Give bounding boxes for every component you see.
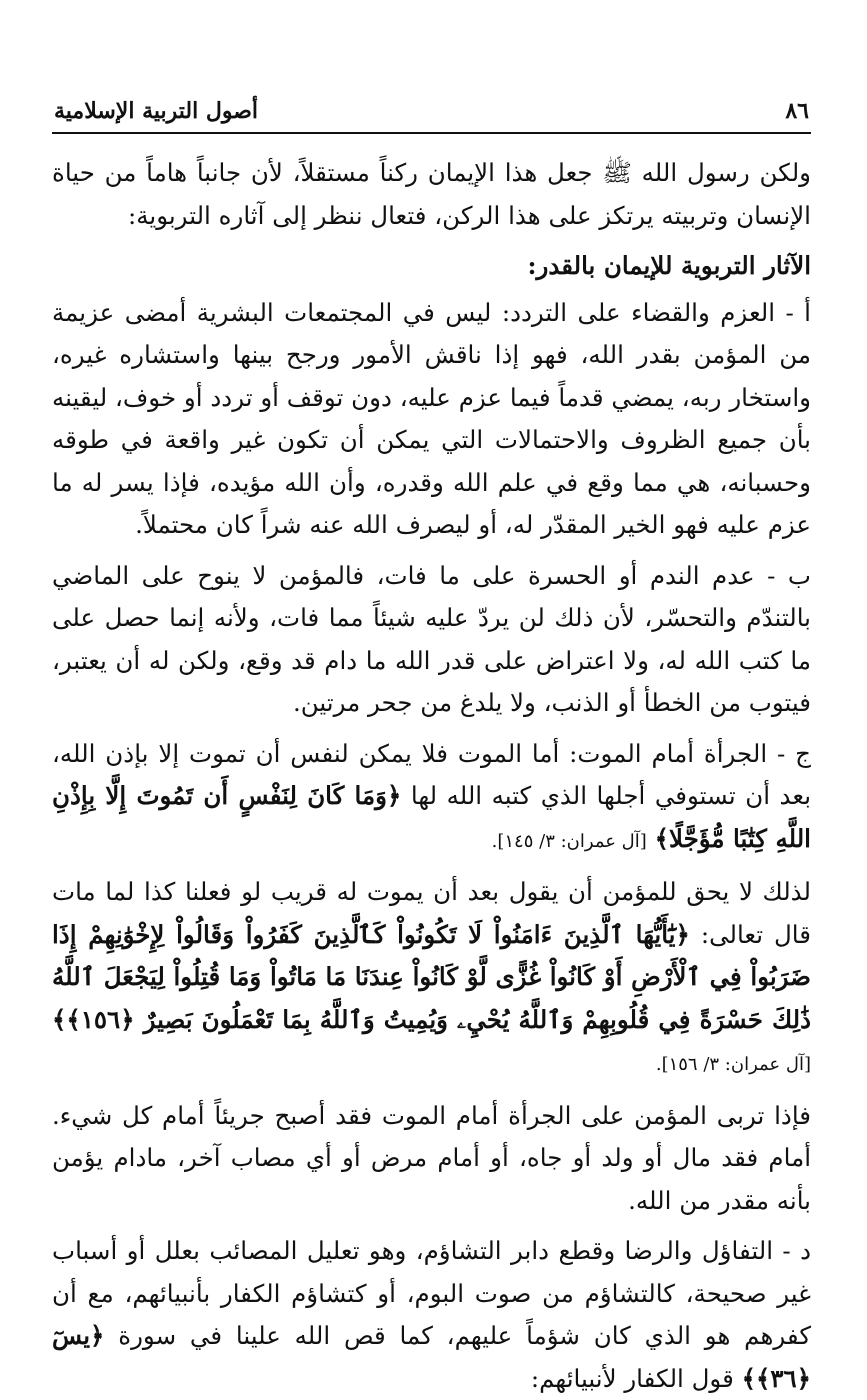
page-header (52, 88, 811, 134)
paragraph-c (52, 733, 811, 864)
paragraph-b: ب - عدم الندم أو الحسرة على ما فات، فالمؤمن لا ينوح على الماضي بالتندّم والتحسّر، لأن ذلك لن يردّ عليه شيئاً مما فات، ولأنه إنما حصل على ما كتب الله له، ولا اعتراض على قدر الله ما دام قد وقع، ولكن له أن يعتبر، فيتوب من الخطأ أو الذنب، ولا يلدغ من جحر مرتين. (52, 560, 811, 717)
paragraph-d-text: لذلك لا يحق للمؤمن أن يقول بعد أن يموت له قريب لو فعلنا كذا لما مات قال تعالى: (52, 877, 811, 949)
page-number: ٨٦ (785, 98, 809, 124)
verse-reference: [آل عمران: ٣/ ١٤٥]. (491, 830, 647, 852)
paragraph-d (52, 871, 811, 1087)
paragraph-f-text: د - التفاؤل والرضا وقطع دابر التشاؤم، وهو تعليل المصائب بعلل أو أسباب غير صحيحة، كالتشاؤم من صوت البوم، أو كتشاؤم الكفار بأنبيائهم، مع أن كفرهم هو الذي كان شؤماً عليهم، كما قص الله علينا في سورة (52, 1236, 811, 1350)
section-heading: الآثار التربوية للإيمان بالقدر: (527, 251, 811, 280)
paragraph-a: أ - العزم والقضاء على التردد: ليس في المجتمعات البشرية أمضى عزيمة من المؤمن بقدر الله، فهو إذا ناقش الأمور ورجح بينها واستشاره غيره، واستخار ربه، يمضي قدماً فيما عزم عليه، دون توقف أو تردد أو خوف، ليقينه بأن جميع الظروف والاحتمالات التي يمكن أن تكون غير واقعة في طوقه وحسبانه، هي مما وقع في علم الله وقدره، وأن الله مؤيده، فإذا يسر له ما عزم عليه فهو الخير المقدّر له، أو ليصرف الله عنه شراً كان محتملاً. (52, 297, 811, 539)
paragraph-f-text-end: قول الكفار لأنبيائهم: (530, 1363, 734, 1393)
page-body (52, 152, 811, 1400)
verse-reference: [آل عمران: ٣/ ١٥٦]. (655, 1054, 811, 1075)
paragraph-f (52, 1230, 811, 1400)
running-title: أصول التربية الإسلامية (54, 98, 259, 124)
quran-verse: ﴿وَمَا كَانَ لِنَفْسٍ أَن تَمُوتَ إِلَّا بِإِذْنِ اللَّهِ كِتَٰبًا مُّؤَجَّلًا﴾ (52, 781, 811, 853)
surah-name: ﴿يسٓ ﴿٣٦﴾﴾ (52, 1321, 811, 1393)
paragraph-e: فإذا تربى المؤمن على الجرأة أمام الموت فقد أصبح جريئاً أمام كل شيء. أمام فقد مال أو ولد أو جاه، أو أمام مرض أو أي مصاب آخر، مادام يؤمن بأنه مقدر من الله. (52, 1100, 811, 1215)
quran-verse: ﴿يَٰٓأَيُّهَا ٱلَّذِينَ ءَامَنُواْ لَا تَكُونُواْ كَٱلَّذِينَ كَفَرُواْ وَقَالُواْ لِإِخْوَٰنِهِمْ إِذَا ضَرَبُواْ فِي ٱلْأَرْضِ أَوْ كَانُواْ غُزًّى لَّوْ كَانُواْ عِندَنَا مَا مَاتُواْ وَمَا قُتِلُواْ لِيَجْعَلَ ٱللَّهُ ذَٰلِكَ حَسْرَةً فِي قُلُوبِهِمْ وَٱللَّهُ يُحْيِۦ وَيُمِيتُ وَٱللَّهُ بِمَا تَعْمَلُونَ بَصِيرٌ ﴿١٥٦﴾﴾ (52, 919, 811, 1034)
paragraph-c-text: ج - الجرأة أمام الموت: أما الموت فلا يمكن لنفس أن تموت إلا بإذن الله، بعد أن تستوفي أجلها الذي كتبه الله لها (52, 738, 812, 810)
paragraph-intro: ولكن رسول الله ﷺ جعل هذا الإيمان ركناً مستقلاً، لأن جانباً هاماً من حياة الإنسان وتربيته يرتكز على هذا الركن، فتعال ننظر إلى آثاره التربوية: (52, 158, 811, 230)
